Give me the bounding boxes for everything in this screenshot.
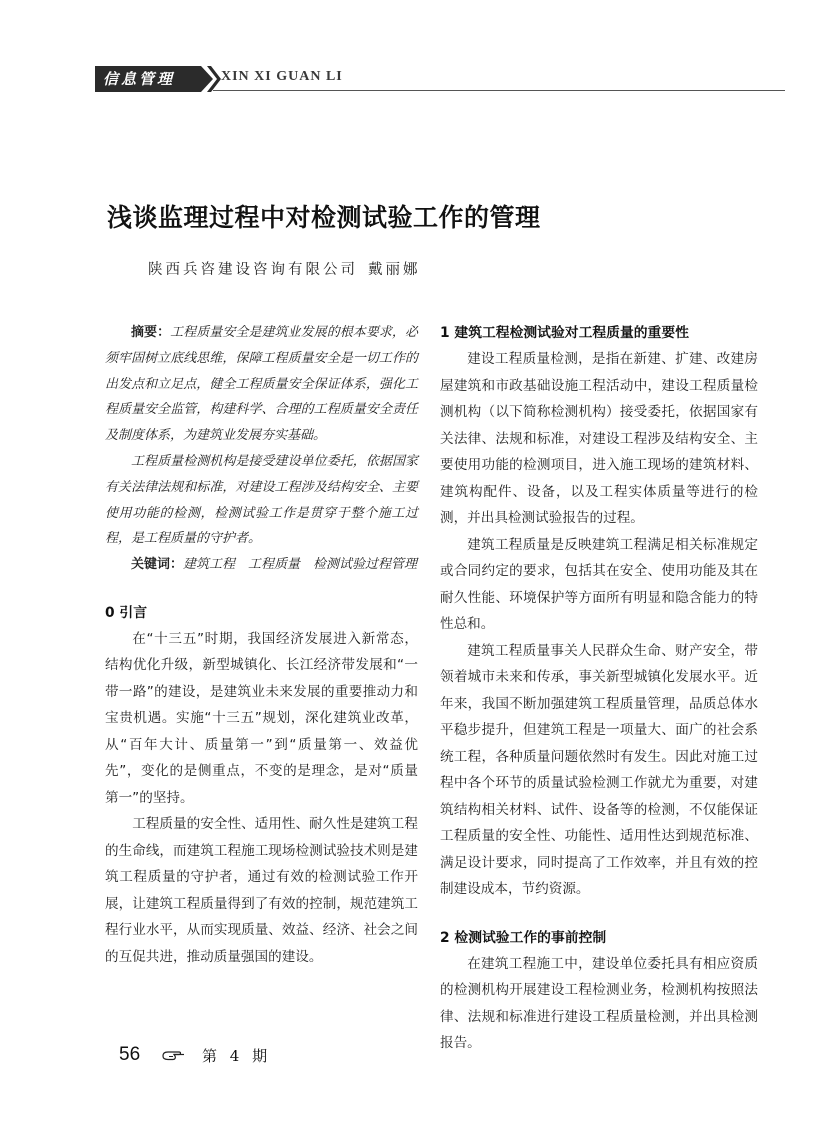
running-header xyxy=(95,66,785,94)
keywords-label: 关键词： xyxy=(131,557,184,573)
body-paragraph: 建设工程质量检测，是指在新建、扩建、改建房屋建筑和市政基础设施工程活动中，建设工程质量检测机构（以下简称检测机构）接受委托，依据国家有关法律、法规和标准，对建设工程涉及结构安全、主要使用功能的检测项目，进入施工现场的建筑材料、建筑构配件、设备，以及工程实体质量等进行的检测，并出具检测试验报告的过程。 xyxy=(440,351,758,526)
body-paragraph: 工程质量的安全性、适用性、耐久性是建筑工程的生命线，而建筑工程施工现场检测试验技术则是建筑工程质量的守护者，通过有效的检测试验工作开展，让建筑工程质量得到了有效的控制，规范建筑工程行业水平，从而实现质量、效益、经济、社会之间的互促共进，推动质量强国的建设。 xyxy=(105,816,418,965)
body-paragraph: 在建筑工程施工中，建设单位委托具有相应资质的检测机构开展建设工程检测业务，检测机构按照法律、法规和标准进行建设工程质量检测，并出具检测报告。 xyxy=(440,955,758,1051)
article-title: 浅谈监理过程中对检测试验工作的管理 xyxy=(107,203,541,232)
keywords xyxy=(105,552,418,578)
byline xyxy=(148,258,421,279)
author-organization: 陕西兵咨建设咨询有限公司 xyxy=(148,262,358,278)
page-number: 56 xyxy=(119,1044,141,1065)
pointing-hand-icon xyxy=(162,1049,186,1063)
keywords-text: 建筑工程 工程质量 检测试验过程管理 xyxy=(183,557,418,573)
body-paragraph: 建筑工程质量是反映建筑工程满足相关标准规定或合同约定的要求，包括其在安全、使用功能及其在耐久性能、环境保护等方面所有明显和隐含能力的特性总和。 xyxy=(440,536,758,632)
issue-number: 第 4 期 xyxy=(202,1047,272,1065)
right-column xyxy=(440,320,758,1057)
body-paragraph: 建筑工程质量事关人民群众生命、财产安全，带领着城市未来和传承，事关新型城镇化发展水平。近年来，我国不断加强建筑工程质量管理，品质总体水平稳步提升，但建筑工程是一项量大、面广的社会系统工程，各种质量问题依然时有发生。因此对施工过程中各个环节的质量试验检测工作就尤为重要，对建筑结构相关材料、试件、设备等的检测，不仅能保证工程质量的安全性、功能性、适用性达到规范标准、满足设计要求，同时提高了工作效率，并且有效的控制建设成本，节约资源。 xyxy=(440,642,758,897)
section-tag: 信息管理 xyxy=(95,66,201,92)
header-rule xyxy=(213,90,785,91)
abstract-label: 摘要： xyxy=(131,325,171,340)
section-heading-2: 2 检测试验工作的事前控制 xyxy=(440,929,607,946)
section-pinyin: XIN XI GUAN LI xyxy=(221,69,343,84)
abstract-text: 工程质量安全是建筑业发展的根本要求，必须牢固树立底线思维，保障工程质量安全是一切工作的出发点和立足点，健全工程质量安全保证体系，强化工程质量安全监管，构建科学、合理的工程质量安全责任及制度体系，为建筑业发展夯实基础。 xyxy=(105,325,418,444)
author-name: 戴丽娜 xyxy=(368,262,421,278)
left-column xyxy=(105,320,418,970)
section-heading-introduction: 0 引言 xyxy=(105,604,147,621)
body-paragraph: 在“十三五”时期，我国经济发展进入新常态，结构优化升级，新型城镇化、长江经济带发展和“一带一路”的建设，是建筑业未来发展的重要推动力和宝贵机遇。实施“十三五”规划，深化建筑业改革，从“百年大计、质量第一”到“质量第一、效益优先”，变化的是侧重点，不变的是理念，是对“质量第一”的坚持。 xyxy=(105,630,418,806)
section-tag-slash-decoration xyxy=(207,66,221,92)
abstract-second-paragraph: 工程质量检测机构是接受建设单位委托，依据国家有关法律法规和标准，对建设工程涉及结构安全、主要使用功能的检测，检测试验工作是贯穿于整个施工过程，是工程质量的守护者。 xyxy=(105,453,418,547)
abstract xyxy=(105,320,418,449)
section-heading-1: 1 建筑工程检测试验对工程质量的重要性 xyxy=(440,325,689,341)
